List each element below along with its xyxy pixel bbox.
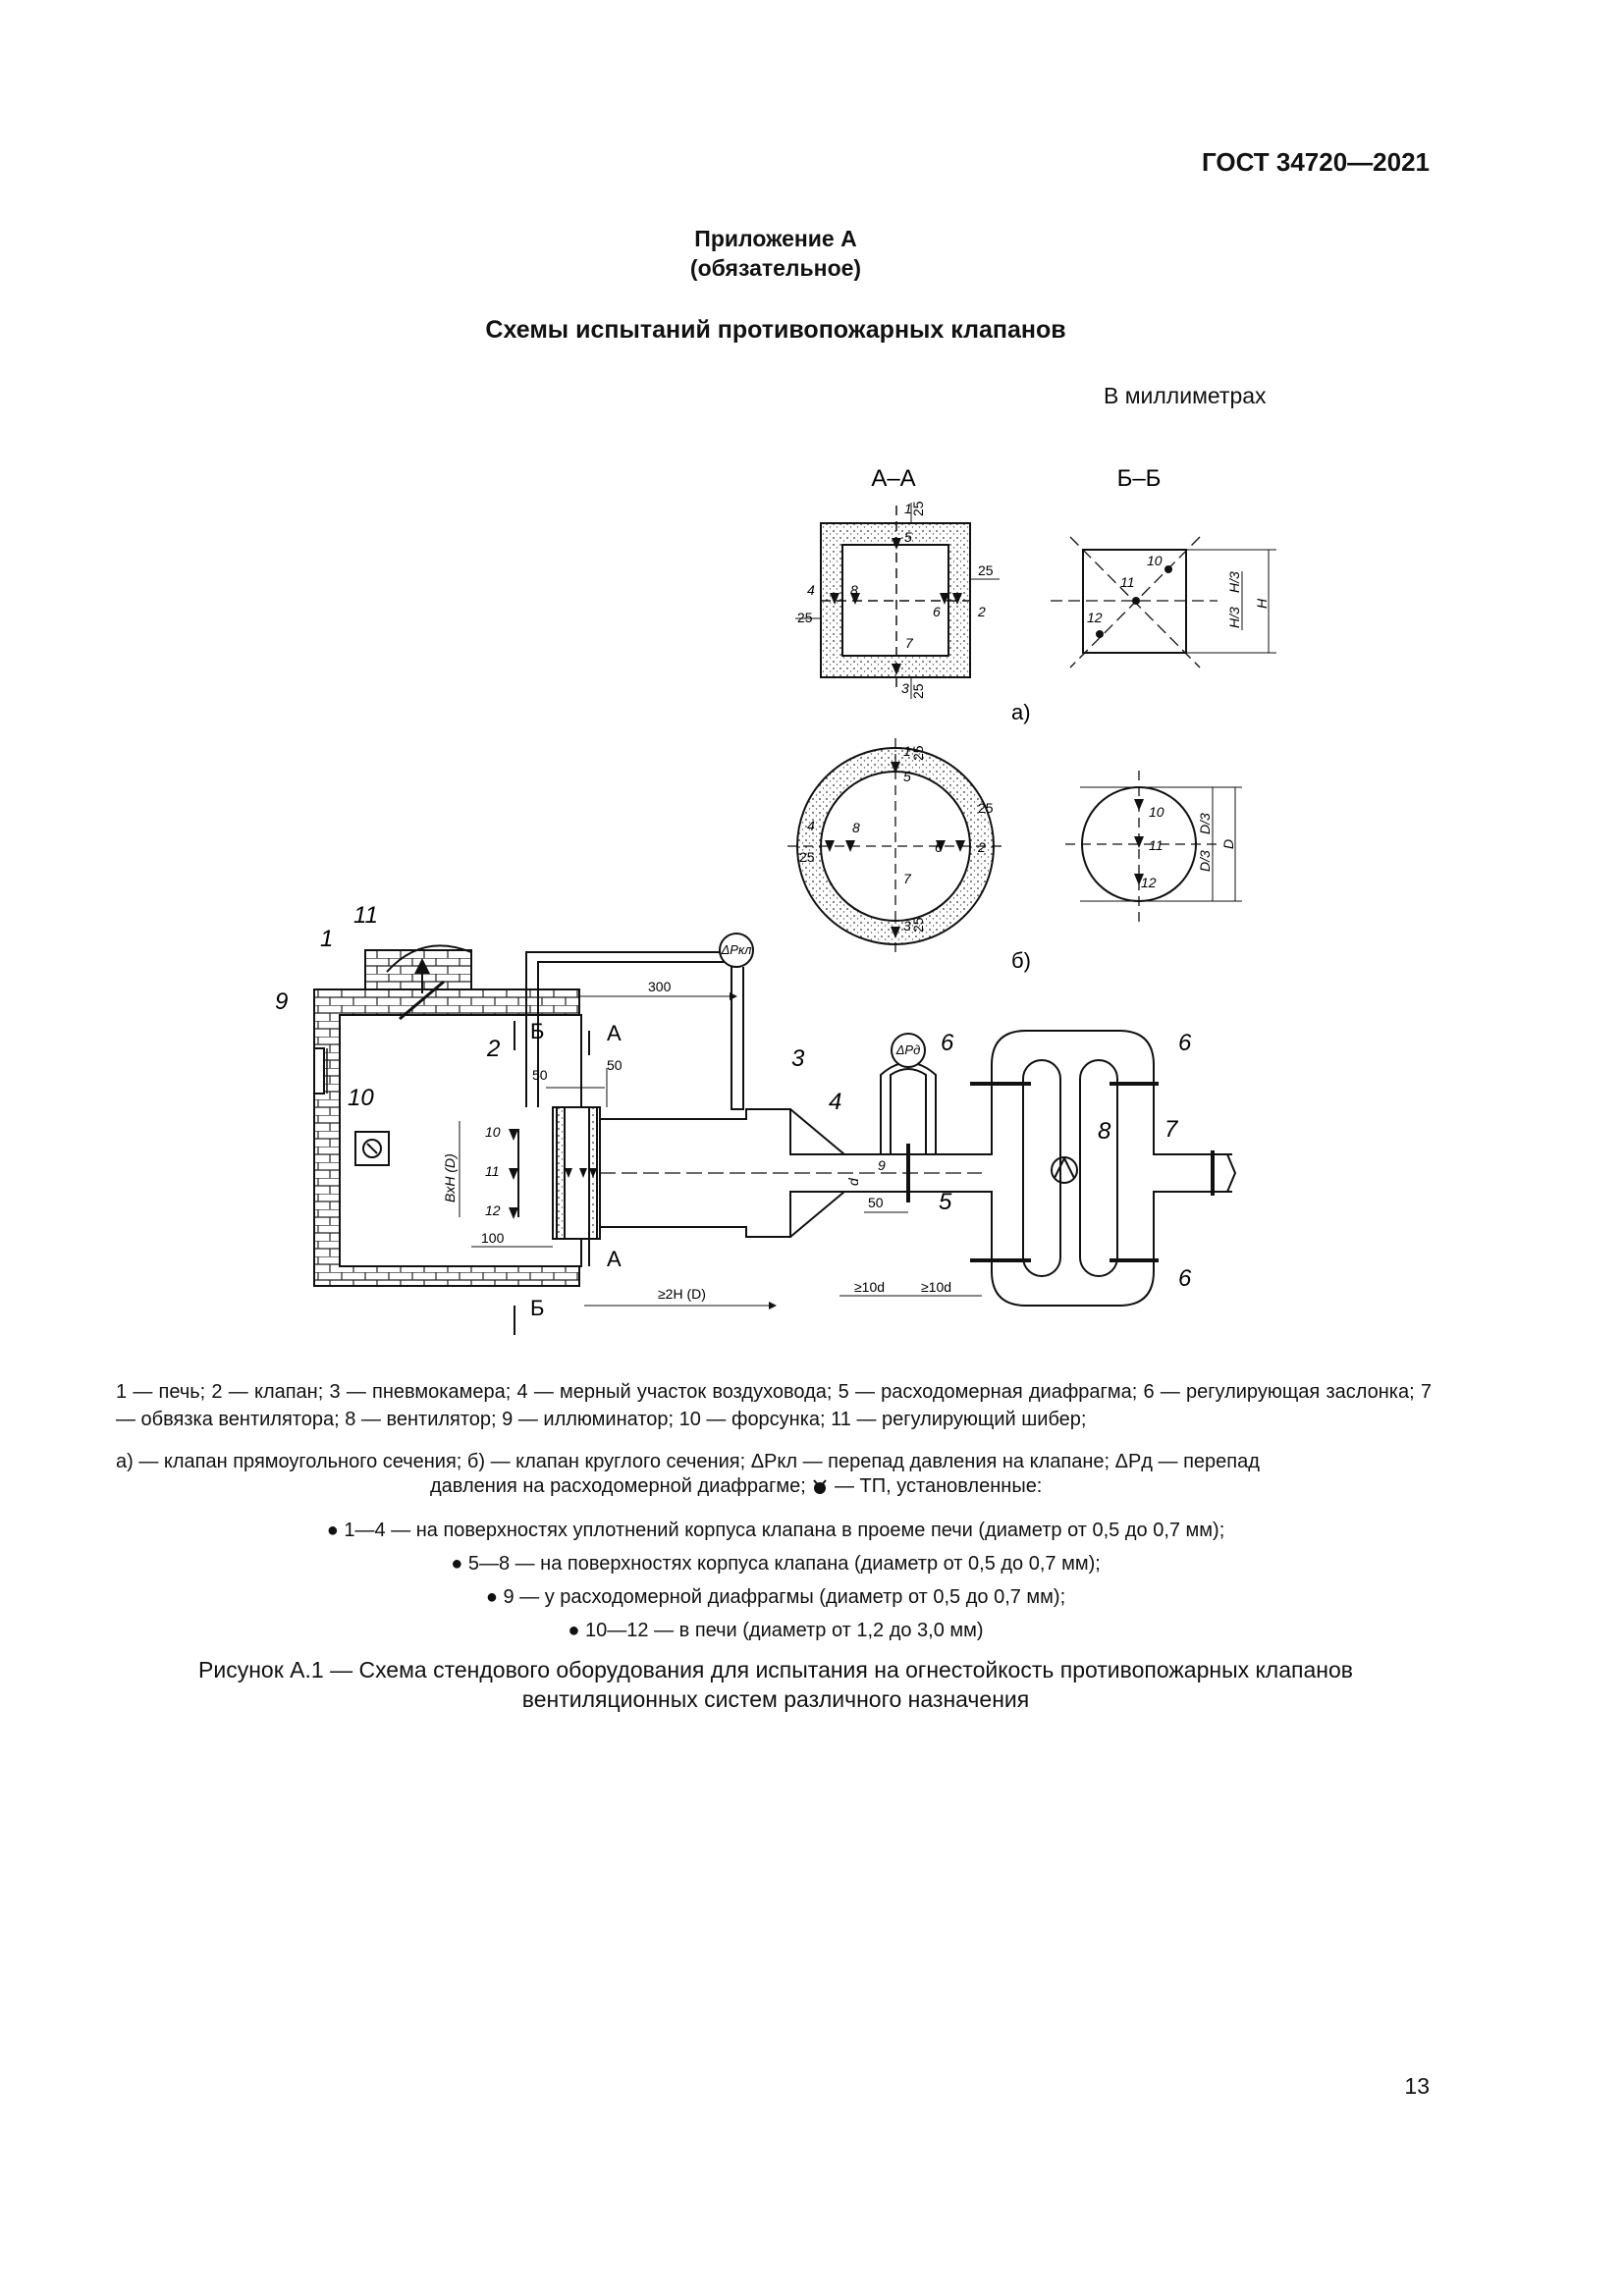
- svg-text:12: 12: [485, 1202, 501, 1218]
- svg-text:8: 8: [850, 582, 858, 598]
- svg-text:10: 10: [1147, 553, 1163, 568]
- variant-a-label: а): [1011, 700, 1031, 724]
- appendix-status: (обязательное): [689, 255, 862, 281]
- svg-text:3: 3: [903, 918, 911, 934]
- svg-text:8: 8: [852, 820, 860, 835]
- svg-text:3: 3: [791, 1045, 805, 1072]
- units-note: В миллиметрах: [1104, 383, 1267, 408]
- chimney: [365, 945, 471, 989]
- svg-text:6: 6: [1178, 1265, 1192, 1292]
- bullet-2: ● 5—8 — на поверхностях корпуса клапана (диаметр от 0,5 до 0,7 мм);: [451, 1553, 1101, 1575]
- furnace: [314, 950, 581, 1286]
- svg-text:300: 300: [648, 979, 672, 994]
- bullet-3: ● 9 — у расходомерной диафрагмы (диаметр от 0,5 до 0,7 мм);: [485, 1586, 1066, 1608]
- svg-text:7: 7: [905, 635, 913, 651]
- svg-text:6: 6: [935, 839, 943, 855]
- svg-text:4: 4: [829, 1089, 842, 1115]
- svg-text:BxH (D): BxH (D): [442, 1153, 458, 1202]
- section-title: Схемы испытаний противопожарных клапанов: [485, 316, 1066, 344]
- bullet-1: ● 1—4 — на поверхностях уплотнений корпуса клапана в проеме печи (диаметр от 0,5 до 0,7 мм);: [326, 1520, 1225, 1541]
- svg-text:5: 5: [903, 769, 911, 784]
- svg-text:2: 2: [978, 839, 986, 855]
- svg-text:25: 25: [910, 683, 926, 699]
- svg-text:50: 50: [607, 1057, 623, 1073]
- svg-text:D/3: D/3: [1197, 850, 1213, 872]
- svg-text:А: А: [607, 1021, 622, 1045]
- delta-p-d-label: ΔPд: [895, 1042, 921, 1057]
- svg-text:100: 100: [481, 1230, 505, 1246]
- svg-text:1: 1: [320, 926, 334, 952]
- svg-text:6: 6: [941, 1030, 954, 1056]
- svg-text:3: 3: [901, 680, 909, 696]
- svg-text:4: 4: [807, 818, 815, 833]
- svg-text:7: 7: [1164, 1116, 1178, 1143]
- svg-text:≥10d: ≥10d: [854, 1279, 886, 1295]
- svg-text:50: 50: [868, 1195, 884, 1210]
- svg-text:25: 25: [978, 562, 994, 578]
- page-number: 13: [1404, 2073, 1430, 2099]
- thermocouple-icon: [811, 1478, 829, 1496]
- svg-text:11: 11: [485, 1163, 500, 1179]
- figure-caption-line2: вентиляционных систем различного назначения: [521, 1686, 1030, 1712]
- svg-text:11: 11: [1149, 837, 1164, 853]
- section-bb-rect: [1051, 537, 1276, 667]
- svg-text:А: А: [607, 1247, 622, 1271]
- svg-text:D: D: [1220, 838, 1236, 849]
- view-aa-label: А–А: [871, 465, 916, 492]
- svg-text:50: 50: [532, 1067, 548, 1083]
- svg-text:Б: Б: [530, 1019, 545, 1043]
- svg-text:5: 5: [939, 1189, 952, 1215]
- svg-text:5: 5: [904, 529, 912, 545]
- svg-text:6: 6: [933, 604, 941, 619]
- svg-text:11: 11: [1120, 574, 1135, 590]
- measuring-section-4: [844, 1034, 982, 1202]
- svg-text:10: 10: [1149, 804, 1164, 820]
- svg-text:d: d: [845, 1178, 861, 1186]
- figure-caption-line1: Рисунок А.1 — Схема стендового оборудования для испытания на огнестойкость противопожарных клапанов: [198, 1657, 1353, 1682]
- view-bb-label: Б–Б: [1116, 465, 1162, 492]
- svg-text:8: 8: [1098, 1118, 1111, 1145]
- svg-text:≥10d: ≥10d: [921, 1279, 952, 1295]
- svg-text:12: 12: [1141, 875, 1157, 890]
- svg-text:10: 10: [485, 1124, 501, 1140]
- svg-text:H: H: [1254, 598, 1270, 609]
- svg-text:1: 1: [903, 743, 911, 759]
- svg-text:6: 6: [1178, 1030, 1192, 1056]
- svg-text:H/3: H/3: [1226, 571, 1242, 593]
- plenum-3: [600, 1109, 982, 1237]
- svg-text:9: 9: [878, 1157, 886, 1173]
- fan-8: [1052, 1157, 1077, 1183]
- svg-text:25: 25: [797, 610, 813, 625]
- svg-text:11: 11: [353, 902, 378, 929]
- legend-variants: а) — клапан прямоугольного сечения; б) — клапан круглого сечения; ΔPкл — перепад давления на клапане; ΔPд — перепад: [116, 1451, 1260, 1472]
- svg-text:9: 9: [275, 988, 289, 1015]
- svg-text:10: 10: [348, 1085, 374, 1111]
- svg-text:4: 4: [807, 582, 815, 598]
- svg-text:Б: Б: [530, 1296, 545, 1320]
- svg-text:H/3: H/3: [1226, 607, 1242, 628]
- appendix-title: Приложение А: [694, 226, 857, 251]
- svg-text:25: 25: [978, 800, 994, 816]
- svg-text:2: 2: [487, 1036, 501, 1062]
- fan-loop-7: [982, 1031, 1235, 1306]
- variant-b-label: б): [1011, 948, 1031, 973]
- svg-text:≥2H (D): ≥2H (D): [658, 1286, 706, 1302]
- dampers-6: [970, 1084, 1159, 1260]
- svg-text:2: 2: [978, 604, 986, 619]
- svg-text:25: 25: [799, 849, 815, 865]
- document-id: ГОСТ 34720—2021: [1202, 147, 1430, 177]
- delta-p-kl-label: ΔPкл: [721, 942, 752, 957]
- legend-items: 1 — печь; 2 — клапан; 3 — пневмокамера; 4 — мерный участок воздуховода; 5 — расходомерная диафрагма; 6 — регулирующая заслонка; 7 — обвязка вентилятора; 8 — вентилятор; 9 — иллюминатор; 10 — форсунка; 11 — регулирующий шибер;: [116, 1381, 1432, 1430]
- legend-variants-cont: давления на расходомерной диафрагме; — ТП, установленные:: [430, 1475, 1043, 1497]
- svg-text:D/3: D/3: [1197, 813, 1213, 834]
- svg-text:25: 25: [910, 501, 926, 516]
- bullet-4: ● 10—12 — в печи (диаметр от 1,2 до 3,0 мм): [568, 1620, 984, 1641]
- svg-text:25: 25: [910, 745, 926, 761]
- svg-text:25: 25: [910, 917, 926, 933]
- svg-text:12: 12: [1087, 610, 1103, 625]
- svg-text:1: 1: [904, 501, 912, 516]
- svg-text:7: 7: [903, 871, 911, 886]
